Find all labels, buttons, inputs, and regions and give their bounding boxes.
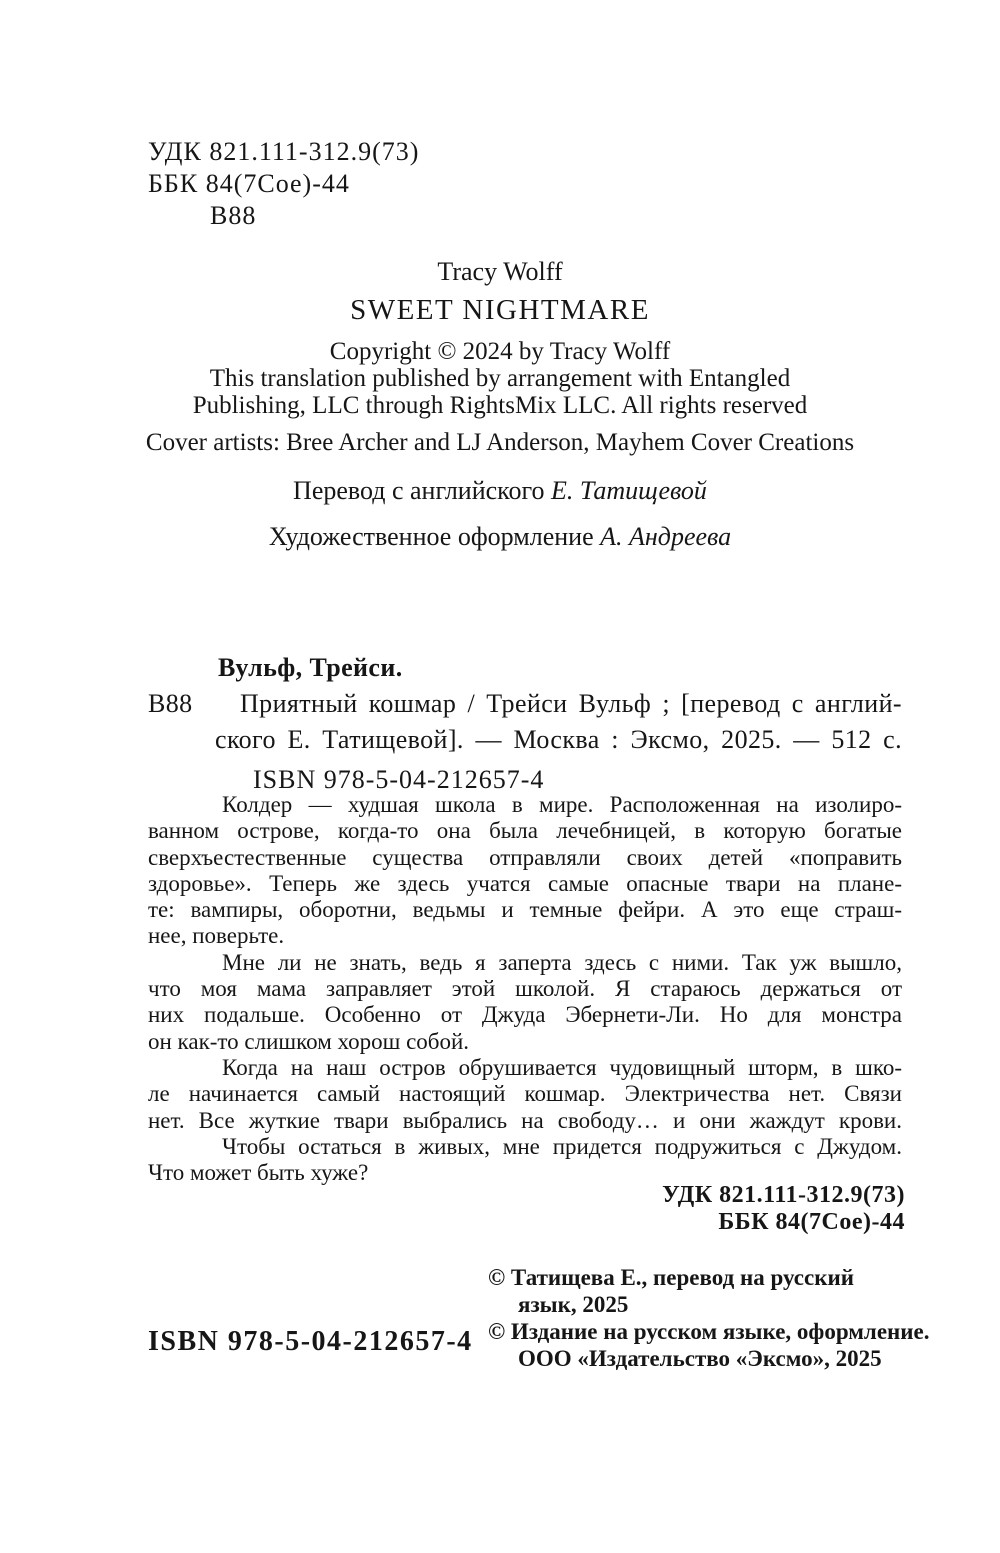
credit-line-continuation: ООО «Издательство «Эксмо», 2025 bbox=[518, 1346, 882, 1371]
bbk-code-bottom: ББК 84(7Сое)-44 bbox=[718, 1209, 905, 1235]
top-classification-codes bbox=[148, 136, 419, 232]
annotation-line: Чтобы остаться в живых, мне придется подружиться с Джудом. bbox=[222, 1133, 902, 1159]
translator-label: Перевод с английского bbox=[293, 476, 545, 505]
annotation-line: нее, поверьте. bbox=[148, 923, 285, 949]
credit-line: © Издание на русском языке, оформление. bbox=[488, 1319, 930, 1344]
annotation-line: Что может быть хуже? bbox=[148, 1160, 369, 1186]
annotation-line: Колдер — худшая школа в мире. Расположенная на изолиро- bbox=[222, 792, 902, 817]
original-author: Tracy Wolff bbox=[437, 257, 563, 286]
bib-author-header: Вульф, Трейси. bbox=[218, 653, 403, 682]
bib-entry-row bbox=[148, 686, 902, 758]
annotation-line: нет. Все жуткие твари выбрались на свободу… и они жаждут крови. bbox=[148, 1107, 902, 1133]
annotation-line: сверхъестественные существа отправляли своих детей «поправить bbox=[148, 844, 902, 870]
bibliographic-record bbox=[148, 650, 902, 798]
annotation-line: ванном острове, когда-то она была лечебницей, в которую богатые bbox=[148, 818, 902, 844]
udk-code: УДК 821.111-312.9(73) bbox=[148, 137, 420, 166]
designer-name: А. Андреева bbox=[600, 522, 732, 551]
translator-name: Е. Татищевой bbox=[551, 476, 707, 505]
author-sign-code: В88 bbox=[210, 201, 257, 230]
annotation-line: них подальше. Особенно от Джуда Эбернети-Ли. Но для монстра bbox=[148, 1002, 902, 1028]
bib-entry-line: ского Е. Татищевой]. — Москва : Эксмо, 2025. — 512 с. bbox=[215, 725, 902, 754]
annotation-line: Мне ли не знать, ведь я заперта здесь с ними. Так уж вышло, bbox=[222, 949, 902, 975]
credit-line-continuation: язык, 2025 bbox=[518, 1292, 629, 1317]
copyright-credits bbox=[488, 1264, 958, 1372]
annotation-line: Когда на наш остров обрушивается чудовищный шторм, в шко- bbox=[222, 1054, 902, 1080]
annotation-line: он как-то слишком хорош собой. bbox=[148, 1028, 470, 1054]
annotation-line: ле начинается самый настоящий кошмар. Электричества нет. Связи bbox=[148, 1081, 902, 1107]
cover-artists-line: Cover artists: Bree Archer and LJ Anderson, Mayhem Cover Creations bbox=[145, 429, 855, 456]
credit-line: © Татищева Е., перевод на русский bbox=[488, 1265, 854, 1290]
isbn-bottom: ISBN 978-5-04-212657-4 bbox=[148, 1326, 473, 1357]
designer-line bbox=[0, 523, 1000, 551]
designer-label: Художественное оформление bbox=[268, 522, 594, 551]
translator-line bbox=[0, 477, 1000, 505]
copyright-line: Copyright © 2024 by Tracy Wolff bbox=[329, 338, 671, 365]
bbk-code: ББК 84(7Сое)-44 bbox=[148, 169, 350, 198]
bib-entry bbox=[215, 686, 902, 758]
annotation-line: те: вампиры, оборотни, ведьмы и темные фейри. А это еще страш- bbox=[148, 897, 902, 923]
rights-line-2: Publishing, LLC through RightsMix LLC. All rights reserved bbox=[192, 392, 808, 419]
original-title: SWEET NIGHTMARE bbox=[350, 294, 650, 326]
udk-code-bottom: УДК 821.111-312.9(73) bbox=[662, 1182, 905, 1208]
bib-author-sign-code: В88 bbox=[148, 689, 193, 718]
bottom-classification-codes bbox=[662, 1182, 905, 1236]
rights-line-1: This translation published by arrangement with Entangled bbox=[209, 365, 791, 392]
title-block bbox=[0, 258, 1000, 551]
annotation-line: что моя мама заправляет этой школой. Я стараюсь держаться от bbox=[148, 976, 902, 1002]
bib-isbn: ISBN 978-5-04-212657-4 bbox=[253, 765, 545, 794]
bib-entry-line: Приятный кошмар / Трейси Вульф ; [перевод с англий- bbox=[240, 689, 902, 718]
annotation-line: здоровье». Теперь же здесь учатся самые опасные твари на плане- bbox=[148, 870, 902, 896]
annotation-text bbox=[148, 792, 902, 1186]
